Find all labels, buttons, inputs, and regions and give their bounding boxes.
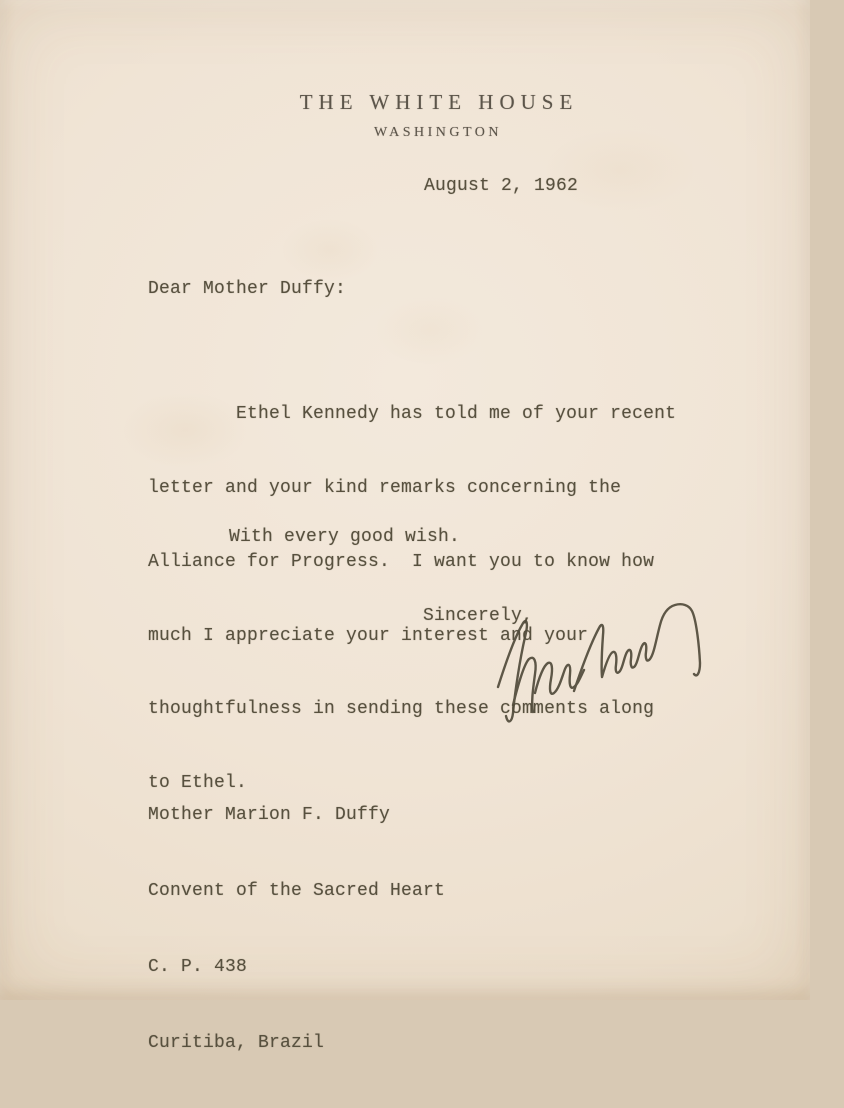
address-line: C. P. 438 — [148, 957, 248, 978]
signoff: Sincerely, — [423, 606, 534, 626]
address-line: Curitiba, Brazil — [148, 1033, 325, 1054]
handwritten-signature — [470, 595, 720, 735]
body-line: Alliance for Progress. I want you to know how — [148, 551, 655, 572]
address-line: Convent of the Sacred Heart — [148, 881, 446, 902]
body-line: thoughtfulness in sending these comments along — [148, 699, 655, 720]
body-line: to Ethel. — [148, 773, 248, 794]
letterhead-organization: THE WHITE HOUSE — [299, 90, 579, 114]
body-line: much I appreciate your interest and your — [148, 625, 589, 646]
address-line: Mother Marion F. Duffy — [148, 804, 391, 825]
body-line: letter and your kind remarks concerning the — [148, 477, 622, 498]
letterhead-location: WASHINGTON — [373, 125, 503, 140]
body-line: Ethel Kennedy has told me of your recent — [148, 404, 677, 425]
salutation: Dear Mother Duffy: — [148, 279, 347, 299]
signature-ink-icon — [470, 595, 720, 735]
recipient-address — [148, 752, 445, 1108]
letter-date: August 2, 1962 — [424, 176, 579, 196]
closing-sentence: With every good wish. — [229, 527, 461, 547]
